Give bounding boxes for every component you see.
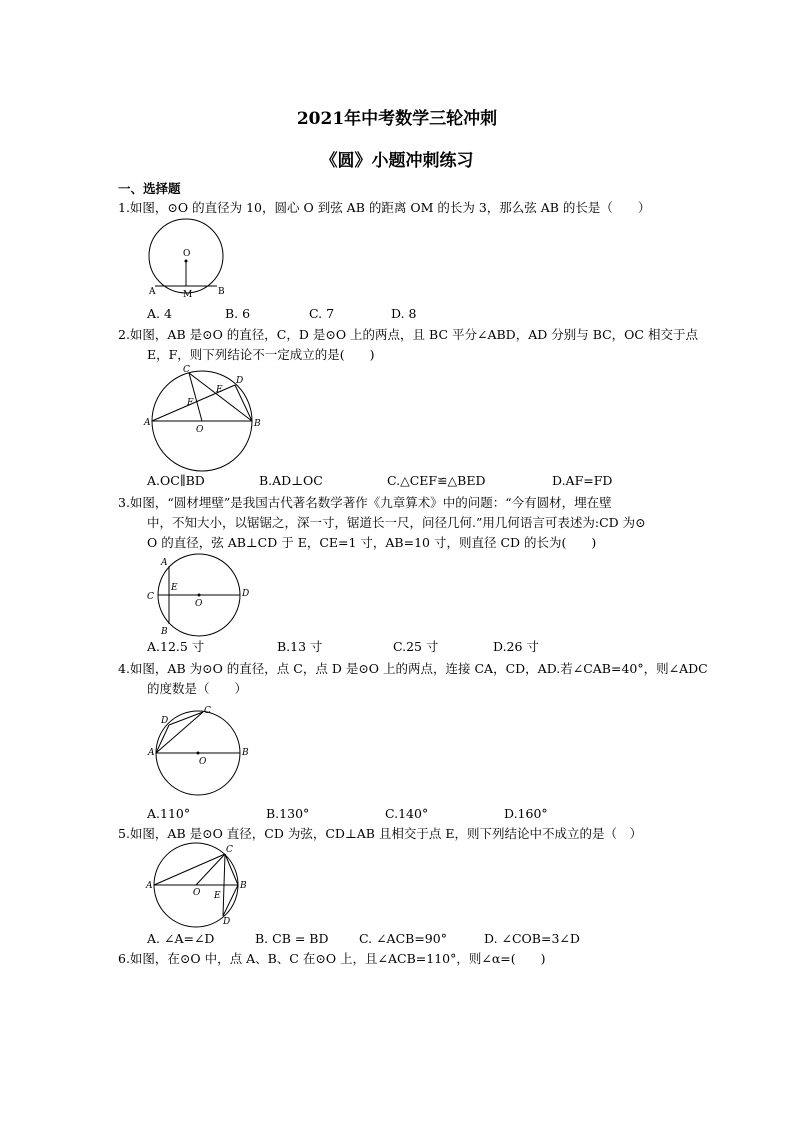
- q4-label-a: A: [148, 748, 155, 758]
- q5-segment-ac: [154, 854, 225, 885]
- q3-label-e: E: [171, 583, 178, 593]
- q5-stem: 5.如图，AB 是⊙O 直径，CD 为弦，CD⊥AB 且相交于点 E，则下列结论中不成立的是（ ）: [118, 826, 642, 841]
- q4-stem-line1: 4.如图，AB 为⊙O 的直径，点 C，点 D 是⊙O 上的两点，连接 CA，CD，AD.若∠CAB=40°，则∠ADC: [118, 661, 708, 676]
- q4-stem-line2: 的度数是（ ）: [147, 681, 248, 696]
- q2-label-c: C: [183, 365, 190, 375]
- q3-option-b: B.13 寸: [277, 639, 323, 654]
- q1-option-a: A. 4: [147, 306, 172, 321]
- q5-label-a: A: [146, 881, 153, 891]
- q3-stem-line2: 中，不知大小，以锯锯之，深一寸，锯道长一尺，问径几何.”用几何语言可表述为:CD 为⊙: [147, 515, 646, 530]
- q4-option-a: A.110°: [147, 806, 191, 821]
- q4-center-point: [197, 752, 200, 755]
- q3-label-c: C: [147, 592, 154, 602]
- q6-stem: 6.如图，在⊙O 中，点 A、B、C 在⊙O 上，且∠ACB=110°，则∠α=( ): [118, 951, 546, 966]
- q5-figure: [143, 840, 255, 930]
- q1-stem: 1.如图，⊙O 的直径为 10，圆心 O 到弦 AB 的距离 OM 的长为 3，那么弦 AB 的长是（ ）: [118, 200, 651, 215]
- page-subtitle: 《圆》小题冲刺练习: [320, 151, 474, 171]
- q5-option-a: A. ∠A=∠D: [147, 931, 215, 946]
- q2-stem-line1: 2.如图，AB 是⊙O 的直径，C，D 是⊙O 上的两点，且 BC 平分∠ABD，AD 分别与 BC，OC 相交于点: [118, 327, 698, 342]
- page-title: 2021年中考数学三轮冲刺: [296, 109, 498, 129]
- q4-figure: [145, 703, 257, 797]
- q1-label-o: O: [183, 249, 191, 259]
- q3-figure: [143, 552, 255, 638]
- q3-label-o: O: [195, 599, 203, 609]
- q2-label-b: B: [254, 419, 261, 429]
- q4-option-b: B.130°: [266, 806, 310, 821]
- q2-segment-bd: [235, 385, 252, 421]
- q2-option-a: A.OC∥BD: [147, 473, 205, 488]
- q2-label-o: O: [196, 425, 204, 435]
- q1-option-d: D. 8: [391, 306, 417, 321]
- q5-segment-cb: [225, 854, 238, 885]
- q4-label-d: D: [161, 716, 169, 726]
- q1-option-b: B. 6: [225, 306, 251, 321]
- q5-label-o: O: [193, 888, 201, 898]
- q3-label-a: A: [161, 558, 168, 568]
- q2-figure: [143, 363, 265, 473]
- q1-option-c: C. 7: [309, 306, 335, 321]
- q4-option-c: C.140°: [385, 806, 429, 821]
- q1-figure: [140, 218, 232, 302]
- q4-label-o: O: [199, 757, 207, 767]
- q5-label-d: D: [223, 917, 231, 927]
- q2-segment-oc: [189, 373, 202, 421]
- q3-option-c: C.25 寸: [393, 639, 439, 654]
- q4-option-d: D.160°: [504, 806, 548, 821]
- q3-center-point: [198, 594, 201, 597]
- q5-option-c: C. ∠ACB=90°: [359, 931, 447, 946]
- q2-label-f: F: [187, 398, 194, 408]
- q5-label-b: B: [240, 881, 247, 891]
- q3-label-d: D: [242, 589, 250, 599]
- q5-label-c: C: [226, 845, 233, 855]
- q2-option-d: D.AF=FD: [552, 473, 613, 488]
- q2-stem-line2: E，F，则下列结论不一定成立的是( ): [147, 347, 375, 362]
- q3-stem-line3: O 的直径，弦 AB⊥CD 于 E，CE=1 寸，AB=10 寸，则直径 CD 的长为( ): [147, 535, 597, 550]
- q5-option-b: B. CB = BD: [255, 931, 329, 946]
- q1-label-b: B: [218, 287, 225, 297]
- q1-center-point: [185, 260, 188, 263]
- section-heading: 一、选择题: [118, 181, 181, 196]
- q1-label-m: M: [183, 290, 193, 300]
- q3-label-b: B: [161, 627, 168, 637]
- q2-label-a: A: [144, 418, 151, 428]
- q1-label-a: A: [149, 287, 156, 297]
- q5-label-e: E: [214, 891, 221, 901]
- q5-segment-oc: [196, 854, 225, 885]
- q2-option-b: B.AD⊥OC: [259, 473, 323, 488]
- q4-label-b: B: [242, 748, 249, 758]
- q2-option-c: C.△CEF≌△BED: [387, 473, 486, 488]
- q3-stem-line1: 3.如图，“圆材埋壁”是我国古代著名数学著作《九章算术》中的问题：“今有圆材，埋在壁: [118, 495, 612, 510]
- q3-option-d: D.26 寸: [493, 639, 539, 654]
- q3-option-a: A.12.5 寸: [147, 639, 205, 654]
- q4-label-c: C: [204, 706, 211, 716]
- q5-option-d: D. ∠COB=3∠D: [484, 931, 580, 946]
- q2-label-e: E: [216, 385, 223, 395]
- q2-label-d: D: [236, 376, 244, 386]
- q5-segment-db: [223, 885, 238, 916]
